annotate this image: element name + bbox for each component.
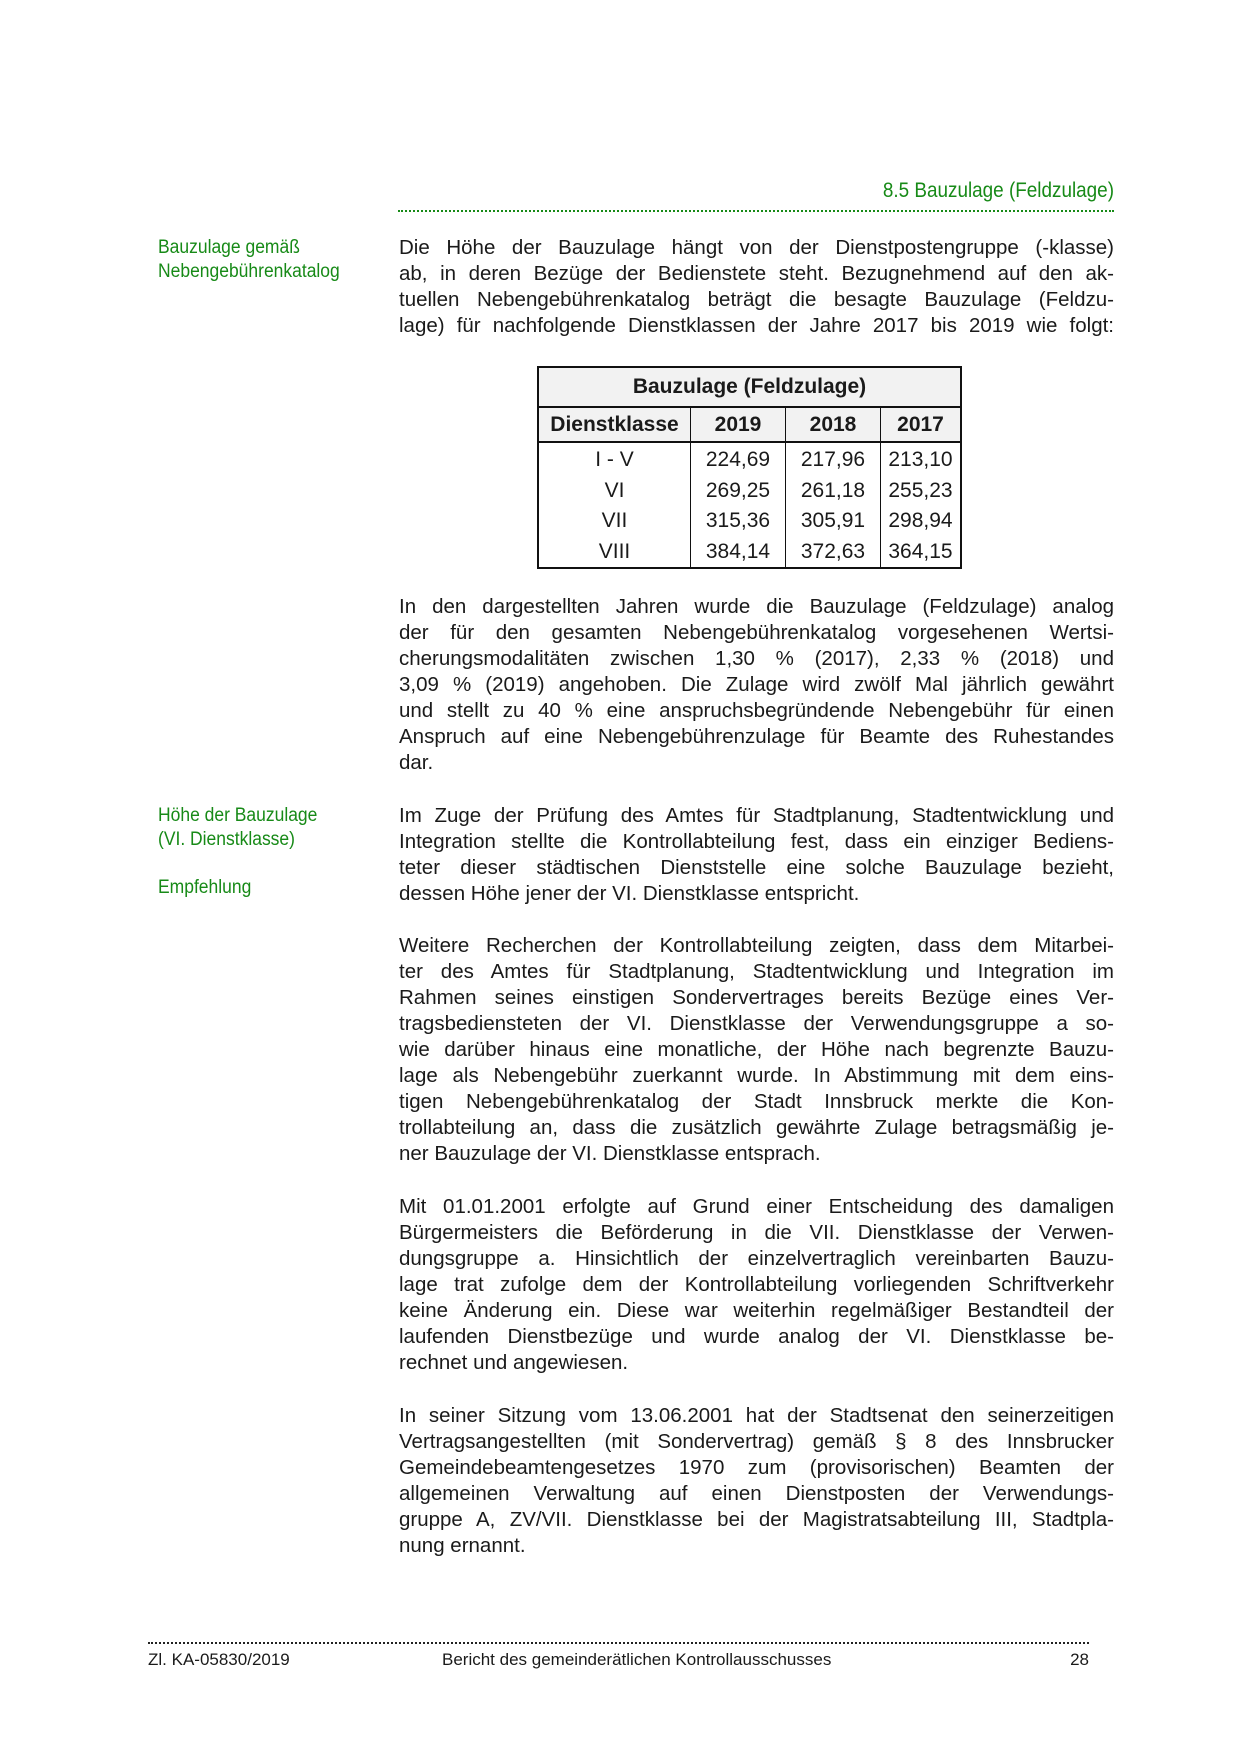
- text-line: wie darüber hinaus eine monatliche, der Höhe nach begrenzte Bauzu-: [399, 1038, 1114, 1061]
- margin-note-empfehlung: Empfehlung: [158, 877, 252, 898]
- margin-note-hoehe-der-bauzulage: Höhe der Bauzulage: [158, 805, 318, 826]
- margin-note-bauzulage-gemaess: Bauzulage gemäß: [158, 237, 300, 258]
- margin-note-nebengebuehrenkatalog: Nebengebührenkatalog: [158, 261, 340, 282]
- cell-2018: 217,96: [786, 442, 881, 476]
- page-header: [398, 178, 1114, 212]
- text-line: gruppe A, ZV/VII. Dienstklasse bei der Magistratsabteilung III, Stadtpla-: [399, 1508, 1114, 1531]
- text-line: allgemeinen Verwaltung auf einen Dienstposten der Verwendungs-: [399, 1482, 1114, 1505]
- table-row: [538, 537, 961, 569]
- page-number: 28: [1070, 1650, 1089, 1669]
- text-line: Vertragsangestellten (mit Sondervertrag) gemäß § 8 des Innsbrucker: [399, 1430, 1114, 1453]
- table-row: [538, 476, 961, 507]
- column-header-2018: 2018: [786, 407, 881, 442]
- cell-dienstklasse: VIII: [538, 537, 691, 569]
- text-line: keine Änderung ein. Diese war weiterhin regelmäßiger Bestandteil der: [399, 1299, 1114, 1322]
- text-line: laufenden Dienstbezüge und wurde analog der VI. Dienstklasse be-: [399, 1325, 1114, 1348]
- text-line: ner Bauzulage der VI. Dienstklasse entsprach.: [399, 1142, 821, 1165]
- text-line: tragsbediensteten der VI. Dienstklasse der Verwendungsgruppe a so-: [399, 1012, 1114, 1035]
- text-line: dar.: [399, 751, 434, 774]
- cell-2019: 384,14: [691, 537, 786, 569]
- section-title: 8.5 Bauzulage (Feldzulage): [882, 179, 1114, 202]
- paragraph-4: [399, 933, 1114, 1167]
- cell-2018: 305,91: [786, 506, 881, 537]
- text-line: der für den gesamten Nebengebührenkatalog vorgesehenen Wertsi-: [399, 621, 1114, 644]
- text-line: trollabteilung an, dass die zusätzlich gewährte Zulage betragsmäßig je-: [399, 1116, 1114, 1139]
- paragraph-6: [399, 1403, 1114, 1559]
- text-line: lage trat zufolge dem der Kontrollabteilung vorliegenden Schriftverkehr: [399, 1273, 1114, 1296]
- text-line: Weitere Recherchen der Kontrollabteilung zeigten, dass dem Mitarbei-: [399, 934, 1114, 957]
- paragraph-2: [399, 594, 1114, 776]
- cell-2019: 224,69: [691, 442, 786, 476]
- column-header-dienstklasse: Dienstklasse: [538, 407, 691, 442]
- text-line: Anspruch auf eine Nebengebührenzulage für Beamte des Ruhestandes: [399, 725, 1114, 748]
- cell-2019: 315,36: [691, 506, 786, 537]
- table-row: [538, 506, 961, 537]
- text-line: tigen Nebengebührenkatalog der Stadt Innsbruck merkte die Kon-: [399, 1090, 1114, 1113]
- cell-2017: 255,23: [888, 478, 953, 502]
- text-line: rechnet und angewiesen.: [399, 1351, 629, 1374]
- text-line: lage als Nebengebühr zuerkannt wurde. In Abstimmung mit dem eins-: [399, 1064, 1114, 1087]
- table-row: [538, 442, 961, 476]
- text-line: tuellen Nebengebührenkatalog beträgt die besagte Bauzulage (Feldzu-: [399, 288, 1114, 311]
- text-line: 3,09 % (2019) angehoben. Die Zulage wird zwölf Mal jährlich gewährt: [399, 673, 1114, 696]
- text-line: teter dieser städtischen Dienststelle eine solche Bauzulage bezieht,: [399, 856, 1114, 879]
- document-reference: Zl. KA-05830/2019: [148, 1650, 290, 1669]
- margin-note-vi-dienstklasse: (VI. Dienstklasse): [158, 829, 295, 850]
- paragraph-3: [399, 803, 1114, 907]
- text-line: lage) für nachfolgende Dienstklassen der Jahre 2017 bis 2019 wie folgt:: [399, 314, 1114, 337]
- text-line: Bürgermeisters die Beförderung in die VII. Dienstklasse der Verwen-: [399, 1221, 1114, 1244]
- paragraph-5: [399, 1194, 1114, 1376]
- report-title: Bericht des gemeinderätlichen Kontrollausschusses: [442, 1650, 832, 1669]
- text-line: nung ernannt.: [399, 1534, 526, 1557]
- text-line: Die Höhe der Bauzulage hängt von der Dienstpostengruppe (-klasse): [399, 236, 1114, 259]
- footer-dotted-rule: [148, 1642, 1089, 1644]
- text-line: Gemeindebeamtengesetzes 1970 zum (provisorischen) Beamten der: [399, 1456, 1114, 1479]
- cell-2017: 298,94: [888, 509, 953, 533]
- text-line: Rahmen seines einstigen Sondervertrages bereits Bezüge eines Ver-: [399, 986, 1114, 1009]
- cell-2018: 372,63: [786, 537, 881, 569]
- text-line: In den dargestellten Jahren wurde die Bauzulage (Feldzulage) analog: [399, 595, 1114, 618]
- text-line: dessen Höhe jener der VI. Dienstklasse entspricht.: [399, 882, 860, 905]
- text-line: ab, in deren Bezüge der Bedienstete steht. Bezugnehmend auf den ak-: [399, 262, 1114, 285]
- cell-2017: 213,10: [888, 448, 953, 472]
- text-line: Im Zuge der Prüfung des Amtes für Stadtplanung, Stadtentwicklung und: [399, 804, 1114, 827]
- header-dotted-rule: [398, 210, 1114, 212]
- cell-dienstklasse: I - V: [538, 442, 691, 476]
- table-title: Bauzulage (Feldzulage): [538, 367, 961, 407]
- column-header-2019: 2019: [691, 407, 786, 442]
- column-header-2017: 2017: [881, 407, 962, 442]
- cell-dienstklasse: VII: [538, 506, 691, 537]
- cell-2017: 364,15: [888, 539, 953, 563]
- bauzulage-table: [537, 366, 962, 569]
- text-line: Integration stellte die Kontrollabteilung fest, dass ein einziger Bediens-: [399, 830, 1114, 853]
- text-line: ter des Amtes für Stadtplanung, Stadtentwicklung und Integration im: [399, 960, 1114, 983]
- cell-2018: 261,18: [786, 476, 881, 507]
- text-line: cherungsmodalitäten zwischen 1,30 % (2017), 2,33 % (2018) und: [399, 647, 1114, 670]
- text-line: In seiner Sitzung vom 13.06.2001 hat der Stadtsenat den seinerzeitigen: [399, 1404, 1114, 1427]
- text-line: Mit 01.01.2001 erfolgte auf Grund einer Entscheidung des damaligen: [399, 1195, 1114, 1218]
- text-line: und stellt zu 40 % eine anspruchsbegründende Nebengebühr für einen: [399, 699, 1114, 722]
- page-footer: [148, 1642, 1089, 1674]
- paragraph-1: [399, 235, 1114, 339]
- cell-dienstklasse: VI: [538, 476, 691, 507]
- text-line: dungsgruppe a. Hinsichtlich der einzelvertraglich vereinbarten Bauzu-: [399, 1247, 1114, 1270]
- cell-2019: 269,25: [691, 476, 786, 507]
